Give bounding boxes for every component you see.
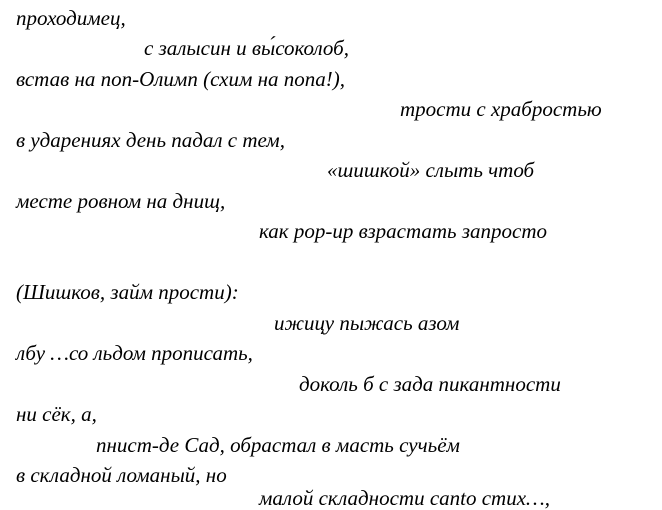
poem-line: в складной ломаный, но [16,463,227,487]
poem-line: в ударениях день падал с тем, [16,128,285,152]
poem-line: пнист-де Сад, обрастал в масть сучьём [96,433,460,457]
poem-line: ижицу пыжась азом [274,311,460,335]
poem-line: «шишкой» слыть чтоб [327,158,535,182]
poem-line: как рор-ир взрастать запросто [259,219,548,243]
poem-line: доколь б с зада пикантности [299,372,561,396]
poem-line: месте ровном на днищ, [16,189,226,213]
poem-line: малой складности canto стих…, [259,486,550,510]
poem-line: (Шишков, займ прости): [16,280,239,304]
poem-line: лбу …со льдом прописать, [16,341,253,365]
poem-line: проходимец, [16,6,126,30]
poem-line: трости с храбростью [400,97,602,121]
poem-line: встав на поп-Олимп (схим на попа!), [16,67,345,91]
poem-line: ни сёк, а, [16,402,97,426]
poem-line: с залысин и вы́соколоб, [144,36,349,60]
